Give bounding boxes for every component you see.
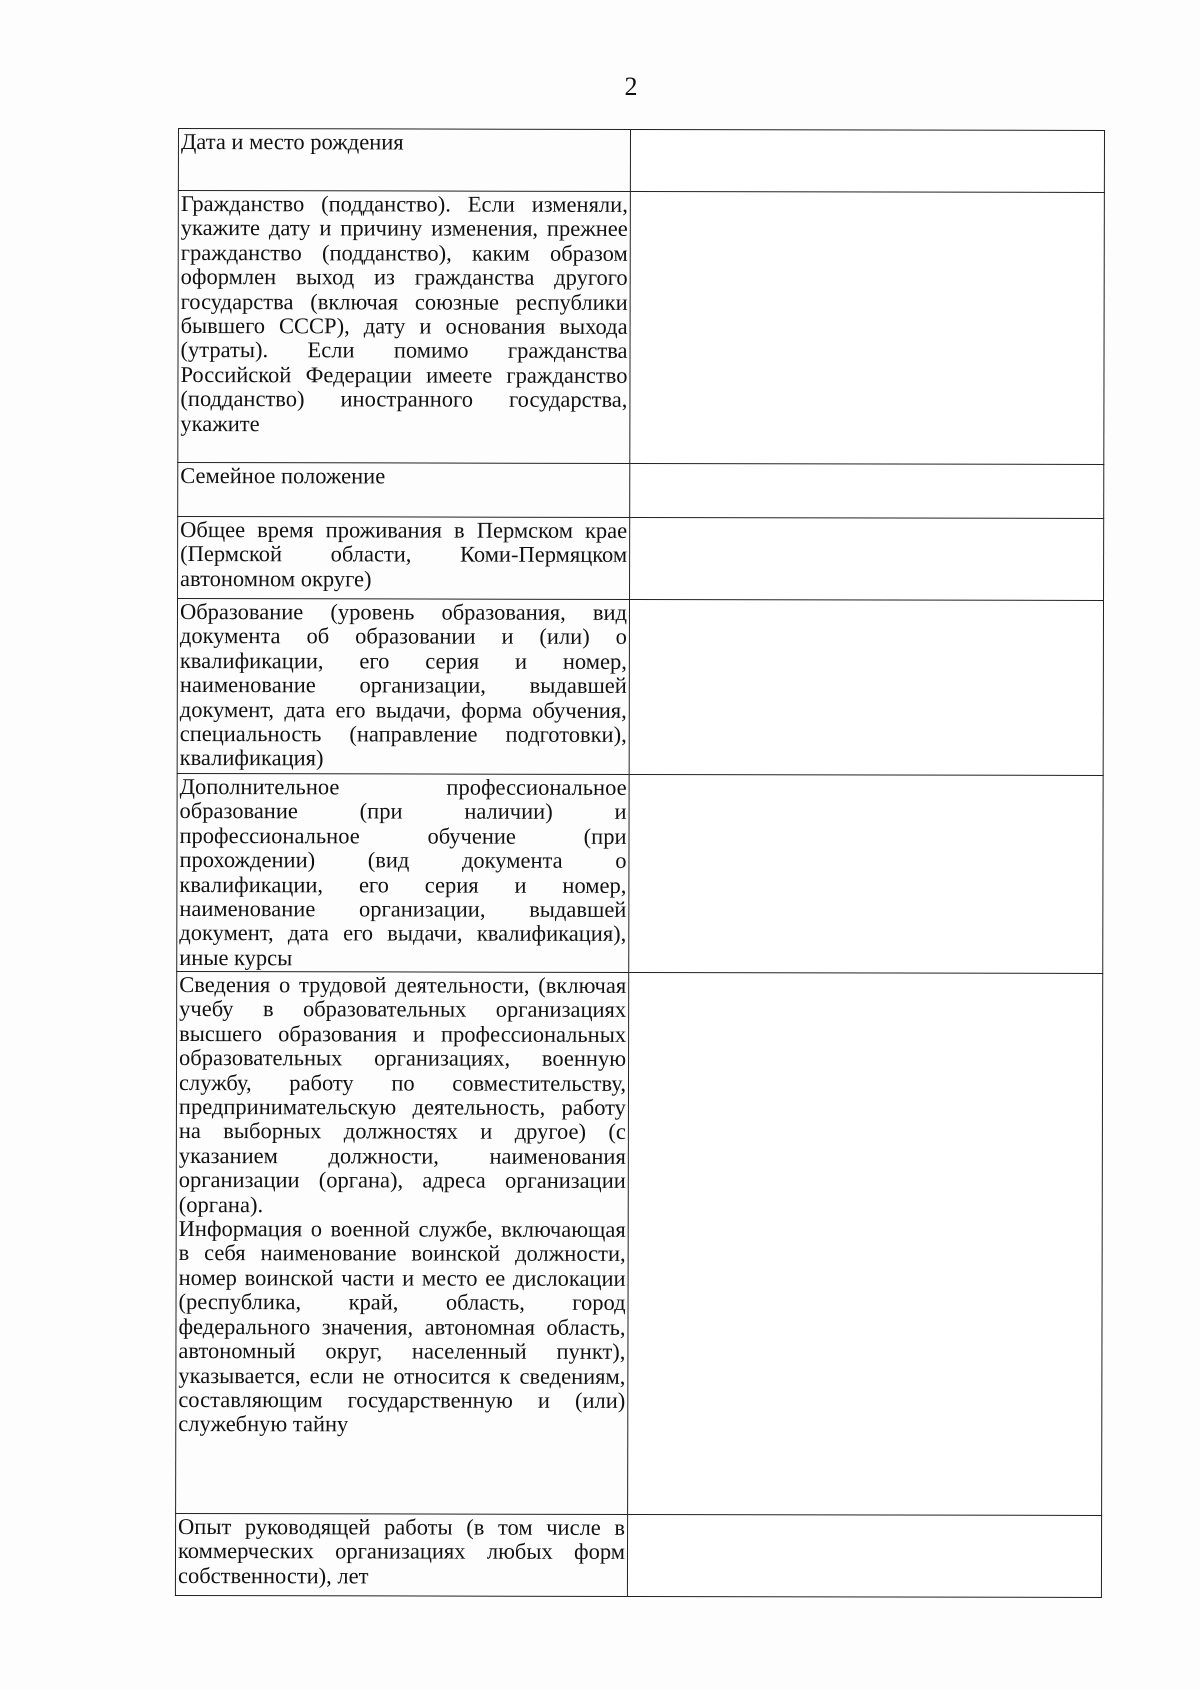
row-value-field[interactable] [630, 463, 1104, 518]
label-text: Информация о военной службе, включающая в себя наименование воинской должности, номер воинской части и место ее дислокации (республика, край, область, город федерального значения, автономная область, автономный округ, населенный пункт), указывается, если не относится к сведениям, составляющим государственную и (или) служебную тайну [178, 1216, 626, 1437]
row-value-field[interactable] [630, 517, 1104, 600]
row-label [177, 773, 629, 972]
row-label [176, 971, 629, 1514]
row-value-field[interactable] [630, 129, 1104, 192]
label-text: Образование (уровень образования, вид документа об образовании и (или) о квалификации, его серия и номер, наименование организации, выдавшей документ, дата его выдачи, форма обучения, специальность (направление подготовки), квалификация) [179, 599, 628, 771]
row-label [177, 599, 629, 775]
row-label [178, 191, 631, 464]
row-work-history [176, 971, 1103, 1515]
row-additional-education [177, 773, 1103, 973]
label-text: Опыт руководящей работы (в том числе в коммерческих организациях любых форм собственности), лет [177, 1514, 626, 1589]
row-label [178, 517, 630, 600]
row-management-experience [175, 1513, 1101, 1597]
row-value-field[interactable] [629, 774, 1103, 973]
page-number: 2 [624, 72, 638, 101]
row-value-field[interactable] [628, 972, 1103, 1515]
row-value-field[interactable] [630, 191, 1105, 464]
label-text: Семейное положение [180, 463, 386, 489]
label-text: Гражданство (подданство). Если изменяли, укажите дату и причину изменения, прежнее гражданство (подданство), каким образом оформлен выход из гражданства другого государства (включая союзные республики бывшего СССР), дату и основания выхода (утраты). Если помимо гражданства Российской Федерации имеете гражданство (подданство) иностранного государства, укажите [180, 191, 628, 436]
label-text: Дата и место рождения [180, 129, 404, 155]
row-citizenship [178, 191, 1105, 465]
row-label [178, 463, 630, 518]
label-text: Дополнительное профессиональное образование (при наличии) и профессиональное обучение (при прохождении) (вид документа о квалификации, его серия и номер, наименование организации, выдавшей документ, дата его выдачи, квалификация), иные курсы [179, 774, 627, 971]
label-text: Сведения о трудовой деятельности, (включая учебу в образовательных организациях высшего образования и профессиональных образовательных организациях, военную службу, работу по совместительству, предпринимательскую деятельность, работу на выборных должностях и другое) (с указанием должности, наименования организации (органа), адреса организации (органа). [178, 972, 627, 1217]
label-text: Общее время проживания в Пермском крае (Пермской области, Коми-Пермяцком автономном округе) [180, 517, 628, 592]
row-education [177, 599, 1103, 776]
row-birth-date-place [178, 129, 1104, 193]
row-residence-time [178, 517, 1104, 601]
row-label [178, 129, 630, 192]
row-marital-status [178, 463, 1104, 519]
row-value-field[interactable] [629, 599, 1103, 775]
questionnaire-table [175, 128, 1105, 1598]
row-value-field[interactable] [627, 1514, 1101, 1597]
row-label [175, 1513, 627, 1596]
